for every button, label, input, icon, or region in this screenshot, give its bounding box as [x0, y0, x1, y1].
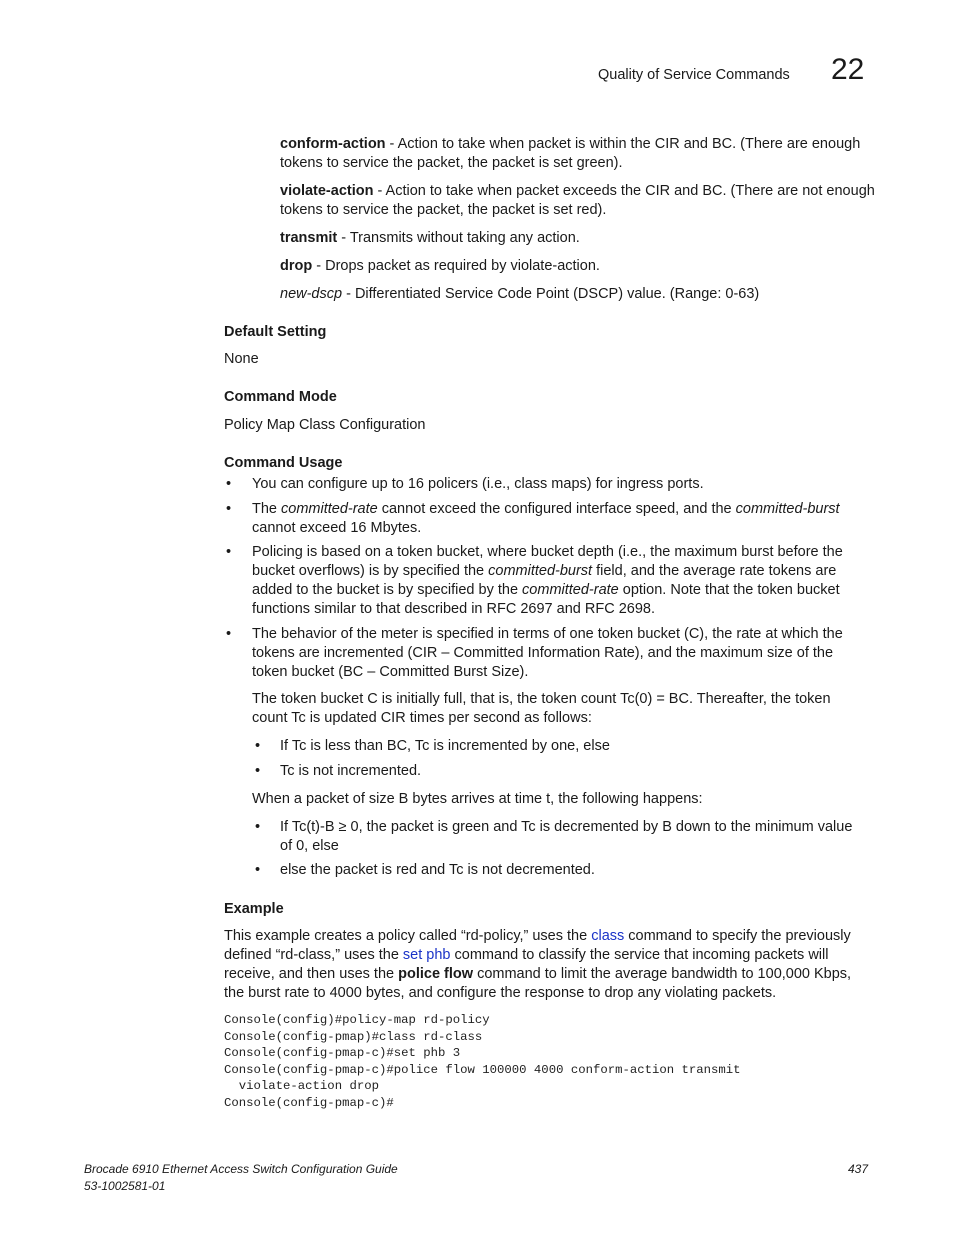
footer-page-number: 437 — [848, 1162, 869, 1176]
param-term: new-dscp — [280, 286, 343, 302]
text-run: cannot exceed the configured interface speed, and the — [377, 501, 736, 517]
chapter-number: 22 — [831, 53, 865, 86]
text-run: The behavior of the meter is specified in terms of one token bucket (C), the rate at which the — [252, 626, 843, 642]
text-run-italic: committed-rate — [522, 582, 619, 598]
class-command-link[interactable]: class — [591, 928, 625, 944]
text-run-italic: committed-rate — [281, 501, 378, 517]
text-run: cannot exceed 16 Mbytes. — [252, 520, 422, 536]
text-run: of 0, else — [280, 838, 339, 854]
code-line: Console(config)#policy-map rd-policy — [224, 1013, 490, 1027]
token-bucket-paragraph — [252, 690, 872, 728]
text-run: field, and the average rate tokens are — [592, 563, 837, 579]
running-header-title: Quality of Service Commands — [598, 67, 790, 83]
param-term: conform-action — [280, 136, 386, 152]
text-run: command to limit the average bandwidth to 100,000 Kbps, — [473, 966, 852, 982]
param-violate-action — [280, 182, 880, 220]
bullet-icon: • — [226, 626, 232, 642]
code-example — [224, 1012, 741, 1112]
text-run: option. Note that the token bucket — [618, 582, 840, 598]
param-desc-cont: tokens to service the packet, the packet is set green). — [280, 155, 623, 171]
text-run-italic: committed-burst — [488, 563, 593, 579]
bullet-icon: • — [255, 763, 261, 779]
code-line: Console(config-pmap-c)#police flow 100000 4000 conform-action transmit — [224, 1062, 741, 1077]
footer-doc-number: 53-1002581-01 — [84, 1179, 166, 1193]
text-run: the burst rate to 4000 bytes, and configure the response to drop any violating packets. — [224, 985, 777, 1001]
sub-list-item-text: else the packet is red and Tc is not decremented. — [280, 862, 595, 878]
list-item-text: You can configure up to 16 policers (i.e., class maps) for ingress ports. — [252, 476, 704, 492]
list-item-text — [252, 500, 872, 538]
default-setting-heading: Default Setting — [224, 324, 327, 340]
text-run: functions similar to that described in RFC 2697 and RFC 2698. — [252, 601, 655, 617]
text-run-italic: committed-burst — [735, 501, 840, 517]
bullet-icon: • — [255, 862, 261, 878]
text-run: count Tc is updated CIR times per second as follows: — [252, 710, 592, 726]
packet-arrival-paragraph: When a packet of size B bytes arrives at time t, the following happens: — [252, 791, 703, 807]
param-transmit — [280, 229, 880, 248]
param-new-dscp — [280, 285, 880, 304]
list-item-text — [252, 543, 872, 619]
text-run: token bucket (BC – Committed Burst Size). — [252, 664, 529, 680]
bullet-icon: • — [255, 819, 261, 835]
text-run: The token bucket C is initially full, that is, the token count Tc(0) = BC. Thereafter, the token — [252, 691, 831, 707]
bullet-icon: • — [226, 544, 232, 560]
text-run: This example creates a policy called “rd-policy,” uses the — [224, 928, 592, 944]
code-line: Console(config-pmap)#class rd-class — [224, 1029, 483, 1044]
text-run: Policing is based on a token bucket, where bucket depth (i.e., the maximum burst before the — [252, 544, 843, 560]
command-usage-heading: Command Usage — [224, 455, 343, 471]
command-mode-heading: Command Mode — [224, 389, 337, 405]
param-desc: - Drops packet as required by violate-action. — [312, 258, 600, 274]
param-drop — [280, 257, 880, 276]
command-mode-value: Policy Map Class Configuration — [224, 417, 426, 433]
bullet-icon: • — [226, 501, 232, 517]
param-desc: - Differentiated Service Code Point (DSCP) value. (Range: 0-63) — [342, 286, 760, 302]
police-flow-term: police flow — [398, 966, 474, 982]
code-line: Console(config-pmap-c)# — [224, 1095, 394, 1110]
sub-list-item-text: Tc is not incremented. — [280, 763, 422, 779]
text-run: receive, and then uses the — [224, 966, 399, 982]
list-item-text — [252, 625, 872, 682]
param-term: transmit — [280, 230, 338, 246]
param-desc: - Transmits without taking any action. — [337, 230, 580, 246]
example-paragraph — [224, 927, 874, 1003]
text-run: The — [252, 501, 282, 517]
sub-list-item-text — [280, 818, 880, 856]
set-phb-command-link[interactable]: set phb — [402, 947, 451, 963]
text-run: defined “rd-class,” uses the — [224, 947, 403, 963]
code-line: Console(config-pmap-c)#set phb 3 — [224, 1046, 461, 1061]
param-desc: - Action to take when packet exceeds the CIR and BC. (There are not enough — [373, 183, 875, 199]
param-term: drop — [280, 258, 313, 274]
text-run: If Tc(t)-B ≥ 0, the packet is green and Tc is decremented by B down to the minimum value — [280, 819, 853, 835]
param-term: violate-action — [280, 183, 374, 199]
text-run: tokens are incremented (CIR – Committed Information Rate), and the maximum size of the — [252, 645, 834, 661]
example-heading: Example — [224, 901, 284, 917]
bullet-icon: • — [255, 738, 261, 754]
sub-list-item-text: If Tc is less than BC, Tc is incremented by one, else — [280, 738, 610, 754]
text-run: bucket overflows) is by specified the — [252, 563, 489, 579]
param-desc-cont: tokens to service the packet, the packet is set red). — [280, 202, 607, 218]
text-run: command to specify the previously — [624, 928, 851, 944]
bullet-icon: • — [226, 476, 232, 492]
text-run: command to classify the service that incoming packets will — [450, 947, 829, 963]
text-run: added to the bucket is by specified by the — [252, 582, 523, 598]
footer-doc-title: Brocade 6910 Ethernet Access Switch Configuration Guide — [84, 1162, 398, 1176]
param-conform-action — [280, 135, 880, 173]
param-desc: - Action to take when packet is within the CIR and BC. (There are enough — [385, 136, 861, 152]
default-setting-value: None — [224, 351, 259, 367]
code-line: violate-action drop — [224, 1079, 379, 1094]
